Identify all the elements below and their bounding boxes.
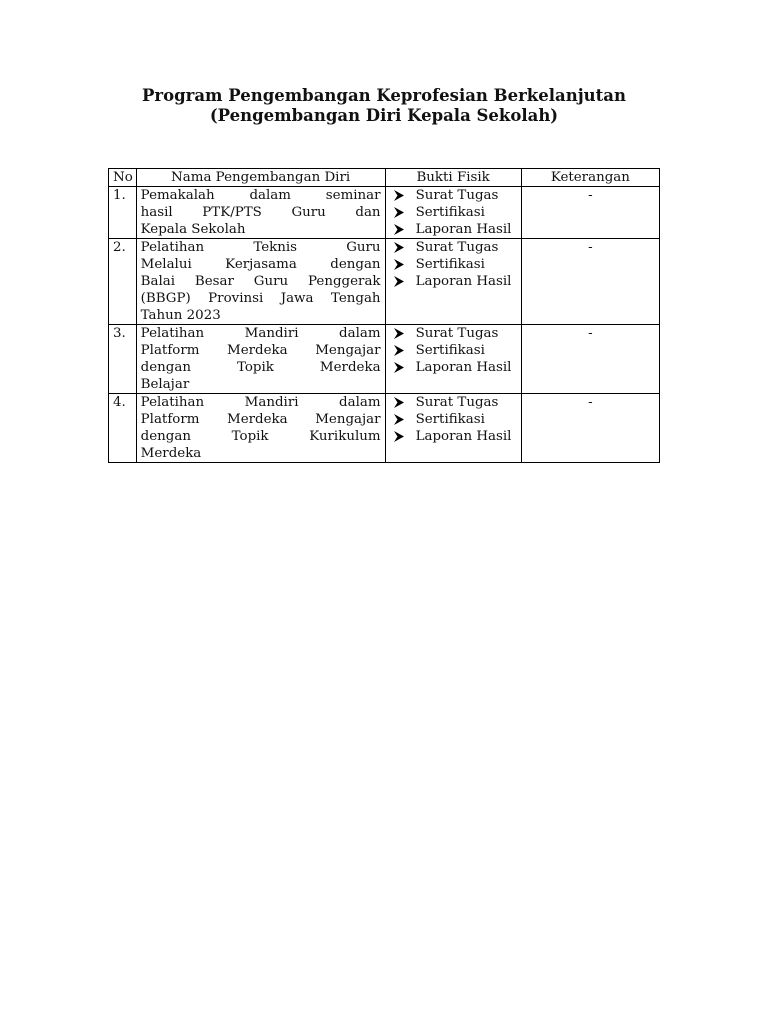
keterangan-cell: - [521, 325, 659, 394]
header-no: No [109, 169, 137, 187]
development-name-line: Belajar [140, 377, 190, 392]
bukti-list [390, 187, 517, 238]
development-name-line: hasil PTK/PTS Guru dan [140, 205, 381, 220]
development-name-line: Merdeka [140, 446, 202, 461]
row-number: 1. [109, 187, 137, 239]
row-number: 2. [109, 239, 137, 325]
bukti-item [390, 221, 517, 238]
title-line-1: Program Pengembangan Keprofesian Berkelanjutan [142, 86, 626, 105]
table-row [109, 187, 660, 239]
bukti-item [390, 411, 517, 428]
bukti-item [390, 256, 517, 273]
keterangan-cell: - [521, 239, 659, 325]
bukti-label: Sertifikasi [415, 257, 485, 272]
bukti-label: Laporan Hasil [415, 274, 512, 289]
bukti-label: Laporan Hasil [415, 429, 512, 444]
development-name-line: Pelatihan Mandiri dalam [140, 326, 381, 341]
header-bukti: Bukti Fisik [385, 169, 521, 187]
development-name-line: Platform Merdeka Mengajar [140, 343, 381, 358]
document-title [0, 86, 768, 126]
title-line-2: (Pengembangan Diri Kepala Sekolah) [209, 106, 559, 125]
bukti-item [390, 359, 517, 376]
development-name-line: (BBGP) Provinsi Jawa Tengah [140, 291, 381, 306]
arrowhead-bullet-icon [392, 221, 406, 238]
bukti-item [390, 342, 517, 359]
bukti-label: Sertifikasi [415, 343, 485, 358]
arrowhead-bullet-icon [392, 394, 406, 411]
bukti-label: Surat Tugas [415, 395, 499, 410]
bukti-item [390, 394, 517, 411]
table-header-row [109, 169, 660, 187]
bukti-fisik-cell [385, 239, 521, 325]
arrowhead-bullet-icon [392, 428, 406, 445]
development-name-line: Balai Besar Guru Penggerak [140, 274, 381, 289]
development-name-line: dengan Topik Merdeka [140, 360, 381, 375]
keterangan-cell: - [521, 187, 659, 239]
bukti-list [390, 325, 517, 376]
header-keterangan: Keterangan [521, 169, 659, 187]
bukti-fisik-cell [385, 325, 521, 394]
table-row [109, 394, 660, 463]
arrowhead-bullet-icon [392, 411, 406, 428]
bukti-fisik-cell [385, 187, 521, 239]
development-name-line: Kepala Sekolah [140, 222, 246, 237]
header-name: Nama Pengembangan Diri [136, 169, 385, 187]
bukti-label: Surat Tugas [415, 240, 499, 255]
bukti-item [390, 273, 517, 290]
keterangan-cell: - [521, 394, 659, 463]
development-name [136, 325, 385, 394]
arrowhead-bullet-icon [392, 187, 406, 204]
arrowhead-bullet-icon [392, 342, 406, 359]
development-name-line: Pemakalah dalam seminar [140, 188, 381, 203]
table-body [109, 187, 660, 463]
arrowhead-bullet-icon [392, 204, 406, 221]
bukti-item [390, 204, 517, 221]
development-name-line: Melalui Kerjasama dengan [140, 257, 381, 272]
row-number: 4. [109, 394, 137, 463]
arrowhead-bullet-icon [392, 273, 406, 290]
table-row [109, 325, 660, 394]
table-row [109, 239, 660, 325]
arrowhead-bullet-icon [392, 325, 406, 342]
bukti-label: Surat Tugas [415, 326, 499, 341]
arrowhead-bullet-icon [392, 239, 406, 256]
development-table [108, 168, 660, 463]
development-name-line: Platform Merdeka Mengajar [140, 412, 381, 427]
development-name-line: Tahun 2023 [140, 308, 221, 323]
bukti-item [390, 325, 517, 342]
development-name-line: dengan Topik Kurikulum [140, 429, 381, 444]
development-name [136, 187, 385, 239]
bukti-item [390, 428, 517, 445]
bukti-label: Laporan Hasil [415, 360, 512, 375]
development-name-line: Pelatihan Teknis Guru [140, 240, 381, 255]
bukti-item [390, 239, 517, 256]
bukti-label: Surat Tugas [415, 188, 499, 203]
bukti-label: Sertifikasi [415, 205, 485, 220]
development-name [136, 394, 385, 463]
arrowhead-bullet-icon [392, 256, 406, 273]
development-name [136, 239, 385, 325]
bukti-label: Laporan Hasil [415, 222, 512, 237]
bukti-label: Sertifikasi [415, 412, 485, 427]
bukti-item [390, 187, 517, 204]
bukti-fisik-cell [385, 394, 521, 463]
development-name-line: Pelatihan Mandiri dalam [140, 395, 381, 410]
row-number: 3. [109, 325, 137, 394]
arrowhead-bullet-icon [392, 359, 406, 376]
bukti-list [390, 394, 517, 445]
bukti-list [390, 239, 517, 290]
